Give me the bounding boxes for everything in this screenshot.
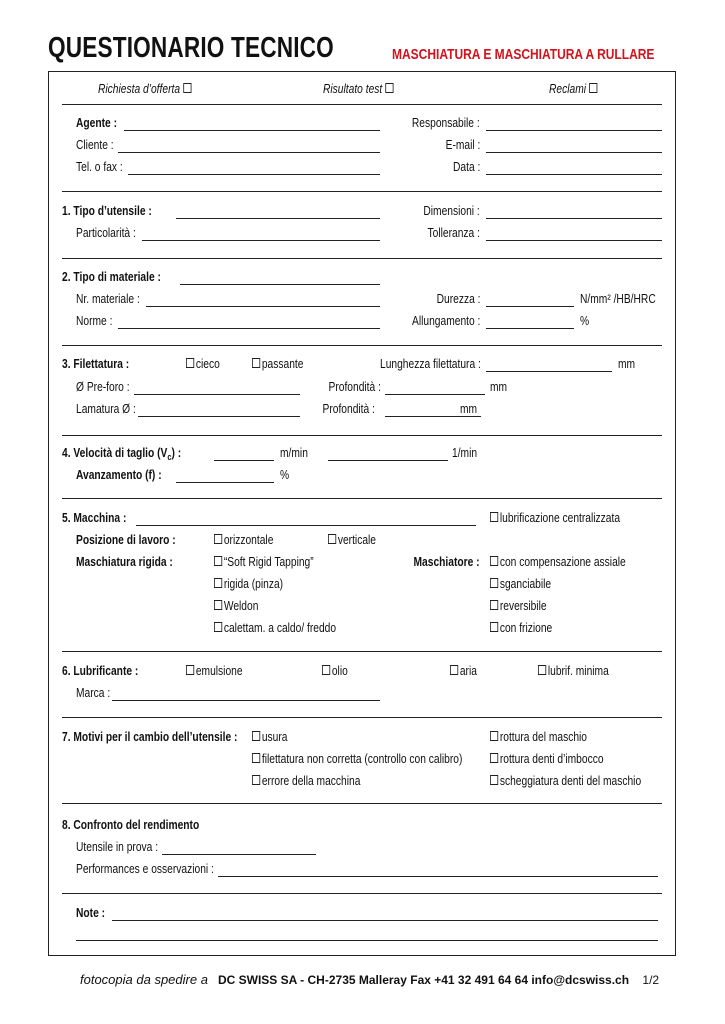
option-label: orizzontale: [223, 533, 274, 547]
option-label: rigida (pinza): [223, 577, 284, 591]
depth2-unit: mm: [460, 402, 478, 416]
checkbox[interactable]: [252, 753, 260, 763]
material-number-field[interactable]: [146, 306, 380, 307]
dimensions-field[interactable]: [486, 218, 662, 219]
dimensions-label: Dimensioni :: [423, 204, 480, 218]
option-label: errore della macchina: [261, 774, 361, 788]
tolerance-label: Tolleranza :: [427, 226, 480, 240]
thread-blind-option[interactable]: [186, 357, 220, 371]
depth2-field[interactable]: [385, 416, 481, 417]
option-label: lubrif. minima: [547, 664, 609, 678]
depth-label: Profondità :: [328, 380, 381, 394]
email-field[interactable]: [486, 152, 662, 153]
emulsion-option[interactable]: [186, 664, 243, 678]
request-test-checkbox[interactable]: [385, 83, 393, 93]
footer: [80, 972, 659, 987]
details-field[interactable]: [142, 240, 380, 241]
brand-field[interactable]: [112, 700, 380, 701]
checkbox[interactable]: [252, 775, 260, 785]
hardness-label: Durezza :: [436, 292, 480, 306]
request-offer-option[interactable]: [98, 82, 193, 96]
material-number-label: Nr. materiale :: [76, 292, 140, 306]
pre-hole-label: Ø Pre-foro :: [76, 380, 130, 394]
rigid-tapping-label: Maschiatura rigida :: [76, 555, 173, 569]
option-label: reversibile: [499, 599, 547, 613]
checkbox[interactable]: [450, 665, 458, 675]
checkbox[interactable]: [490, 600, 498, 610]
separator: [62, 435, 662, 436]
separator: [62, 191, 662, 192]
option-label: olio: [331, 664, 348, 678]
option-label: cieco: [195, 357, 220, 371]
rpm-unit: 1/min: [452, 446, 478, 460]
reversible-option[interactable]: [490, 599, 547, 613]
tap-holder-label: Maschiatore :: [413, 555, 480, 569]
tool-type-field[interactable]: [176, 218, 380, 219]
responsible-label: Responsabile :: [412, 116, 480, 130]
separator: [62, 104, 662, 105]
page-title: QUESTIONARIO TECNICO: [48, 32, 334, 64]
wear-option[interactable]: [252, 730, 287, 744]
axial-comp-option[interactable]: [490, 555, 626, 569]
notes-field-line2[interactable]: [76, 940, 658, 941]
separator: [62, 258, 662, 259]
notes-field[interactable]: [112, 920, 658, 921]
brand-label: Marca :: [76, 686, 111, 700]
tool-change-label: 7. Motivi per il cambio dell’utensile :: [62, 730, 238, 744]
request-test-option[interactable]: [323, 82, 395, 96]
material-type-label: 2. Tipo di materiale :: [62, 270, 161, 284]
hardness-field[interactable]: [486, 306, 574, 307]
request-offer-checkbox[interactable]: [183, 83, 191, 93]
performance-label: 8. Confronto del rendimento: [62, 818, 200, 832]
option-label: rottura denti d’imbocco: [499, 752, 604, 766]
norms-field[interactable]: [118, 328, 380, 329]
option-label: sganciabile: [499, 577, 552, 591]
releasable-option[interactable]: [490, 577, 551, 591]
email-label: E-mail :: [445, 138, 480, 152]
separator: [62, 498, 662, 499]
air-option[interactable]: [450, 664, 477, 678]
separator: [62, 651, 662, 652]
lead-break-option[interactable]: [490, 752, 604, 766]
thread-length-unit: mm: [618, 357, 636, 371]
rigid-clamp-option[interactable]: [214, 577, 283, 591]
friction-option[interactable]: [490, 621, 552, 635]
option-label: calettam. a caldo/ freddo: [223, 621, 337, 635]
tool-type-label: 1. Tipo d’utensile :: [62, 204, 152, 218]
observations-field[interactable]: [218, 876, 658, 877]
checkbox[interactable]: [490, 622, 498, 632]
client-field[interactable]: [118, 152, 380, 153]
option-label: passante: [261, 357, 304, 371]
thread-label: 3. Filettatura :: [62, 357, 130, 371]
counterbore-field[interactable]: [138, 416, 300, 417]
soft-rigid-option[interactable]: [214, 555, 314, 569]
request-offer-label: Richiesta d’offerta: [98, 82, 181, 96]
thread-length-label: Lunghezza filettatura :: [380, 357, 481, 371]
hardness-unit: N/mm² /HB/HRC: [580, 292, 656, 306]
checkbox[interactable]: [322, 665, 330, 675]
thread-through-option[interactable]: [252, 357, 303, 371]
weldon-option[interactable]: [214, 599, 258, 613]
cutting-speed-field[interactable]: [214, 460, 274, 461]
thread-length-field[interactable]: [486, 371, 612, 372]
tap-break-option[interactable]: [490, 730, 587, 744]
option-label: aria: [459, 664, 477, 678]
option-label: verticale: [337, 533, 377, 547]
agent-label: Agente :: [76, 116, 117, 130]
chipping-option[interactable]: [490, 774, 641, 788]
vertical-option[interactable]: [328, 533, 376, 547]
lubricant-label: 6. Lubrificante :: [62, 664, 139, 678]
depth2-label: Profondità :: [322, 402, 375, 416]
notes-label: Note :: [76, 906, 106, 920]
phone-label: Tel. o fax :: [76, 160, 123, 174]
separator: [62, 893, 662, 894]
depth-unit: mm: [490, 380, 508, 394]
checkbox[interactable]: [214, 578, 222, 588]
test-tool-label: Utensile in prova :: [76, 840, 159, 854]
feed-field[interactable]: [176, 482, 274, 483]
observations-label: Performances e osservazioni :: [76, 862, 214, 876]
mql-option[interactable]: [538, 664, 609, 678]
checkbox[interactable]: [214, 556, 222, 566]
machine-label: 5. Macchina :: [62, 511, 127, 525]
request-test-label: Risultato test: [323, 82, 383, 96]
checkbox[interactable]: [490, 512, 498, 522]
machine-field[interactable]: [136, 525, 476, 526]
checkbox[interactable]: [328, 534, 336, 544]
test-tool-field[interactable]: [162, 854, 316, 855]
request-complaints-label: Reclami: [549, 82, 587, 96]
rpm-field[interactable]: [328, 460, 448, 461]
checkbox[interactable]: [186, 665, 194, 675]
checkbox[interactable]: [214, 534, 222, 544]
option-label: Weldon: [223, 599, 259, 613]
option-label: “Soft Rigid Tapping”: [223, 555, 314, 569]
agent-field[interactable]: [124, 130, 380, 131]
checkbox[interactable]: [538, 665, 546, 675]
norms-label: Norme :: [76, 314, 113, 328]
option-label: scheggiatura denti del maschio: [499, 774, 642, 788]
cutting-speed-label: 4. Velocità di taglio $(V_c)$ :: [62, 446, 182, 462]
footer-company: DC SWISS SA - CH-2735 Malleray Fax +41 32 491 64 64 info@dcswiss.ch: [217, 973, 630, 987]
checkbox[interactable]: [252, 731, 260, 741]
checkbox[interactable]: [490, 731, 498, 741]
option-label: lubrificazione centralizzata: [499, 511, 621, 525]
central-lube-option[interactable]: [490, 511, 620, 525]
page-subtitle: MASCHIATURA E MASCHIATURA A RULLARE: [392, 46, 655, 63]
checkbox[interactable]: [252, 358, 260, 368]
elongation-label: Allungamento :: [411, 314, 480, 328]
checkbox[interactable]: [214, 600, 222, 610]
footer-lead: fotocopia da spedire a: [80, 972, 208, 987]
request-complaints-option[interactable]: [549, 82, 599, 96]
separator: [62, 717, 662, 718]
details-label: Particolarità :: [76, 226, 136, 240]
checkbox[interactable]: [490, 753, 498, 763]
elongation-field[interactable]: [486, 328, 574, 329]
counterbore-label: Lamatura Ø :: [76, 402, 136, 416]
responsible-field[interactable]: [486, 130, 662, 131]
depth-field[interactable]: [385, 394, 485, 395]
separator: [62, 803, 662, 804]
cutting-speed-unit: m/min: [280, 446, 308, 460]
option-label: usura: [261, 730, 288, 744]
feed-label: Avanzamento (f) :: [76, 468, 162, 482]
separator: [62, 345, 662, 346]
oil-option[interactable]: [322, 664, 348, 678]
client-label: Cliente :: [76, 138, 114, 152]
option-label: con compensazione assiale: [499, 555, 626, 569]
checkbox[interactable]: [490, 775, 498, 785]
phone-field[interactable]: [128, 174, 380, 175]
checkbox[interactable]: [214, 622, 222, 632]
checkbox[interactable]: [490, 578, 498, 588]
date-label: Data :: [452, 160, 480, 174]
option-label: filettatura non corretta (controllo con calibro): [261, 752, 463, 766]
page-number: 1/2: [642, 973, 660, 987]
checkbox[interactable]: [186, 358, 194, 368]
pre-hole-field[interactable]: [134, 394, 300, 395]
option-label: rottura del maschio: [499, 730, 588, 744]
material-type-field[interactable]: [180, 284, 380, 285]
shrink-fit-option[interactable]: [214, 621, 336, 635]
horizontal-option[interactable]: [214, 533, 273, 547]
request-complaints-checkbox[interactable]: [589, 83, 597, 93]
machine-error-option[interactable]: [252, 774, 360, 788]
elongation-unit: %: [580, 314, 590, 328]
checkbox[interactable]: [490, 556, 498, 566]
option-label: emulsione: [195, 664, 243, 678]
thread-incorrect-option[interactable]: [252, 752, 462, 766]
feed-unit: %: [280, 468, 290, 482]
date-field[interactable]: [486, 174, 662, 175]
tolerance-field[interactable]: [486, 240, 662, 241]
option-label: con frizione: [499, 621, 553, 635]
work-position-label: Posizione di lavoro :: [76, 533, 176, 547]
